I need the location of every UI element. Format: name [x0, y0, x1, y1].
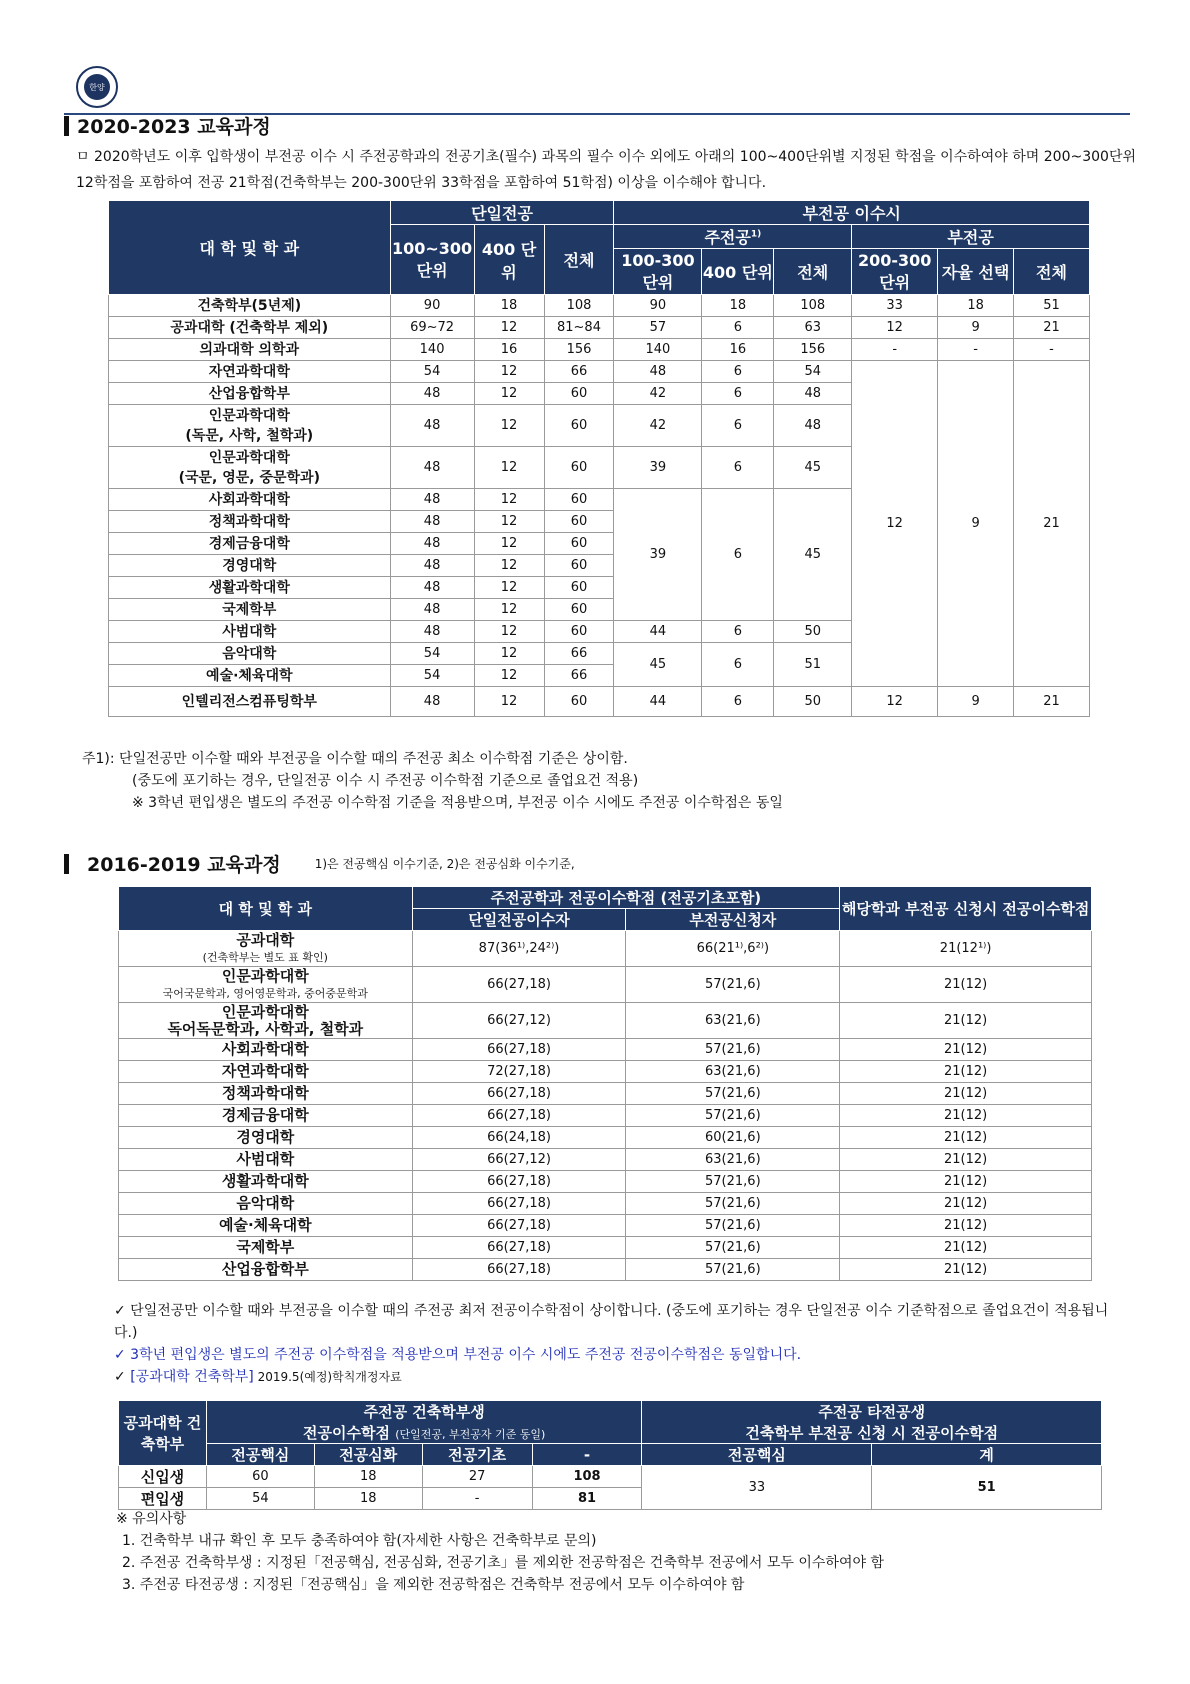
cell-major-total: 51	[774, 643, 852, 687]
header-core: 전공핵심	[206, 1444, 314, 1466]
cell-u100-300: 48	[390, 577, 474, 599]
cell-major-400: 18	[702, 295, 774, 317]
table-cell: 66(27,12)	[412, 1149, 626, 1171]
cell-other-total: 51	[872, 1466, 1102, 1510]
cell-u100-300: 54	[390, 361, 474, 383]
cell-u100-300: 140	[390, 339, 474, 361]
cell-major-100-300: 39	[614, 489, 702, 621]
row-name: 건축학부(5년제)	[109, 295, 391, 317]
table-2016-2019	[118, 886, 1092, 1281]
cell-u100-300: 48	[390, 405, 474, 447]
table-row	[119, 1149, 1092, 1171]
row-name-text: 경영대학	[236, 1128, 295, 1146]
cell-major-total: 48	[774, 383, 852, 405]
header-u100-300: 100~300 단위	[390, 225, 474, 295]
cell-major-400: 6	[702, 687, 774, 717]
cell-total: 156	[544, 339, 614, 361]
cell-minor-total: 51	[1014, 295, 1090, 317]
table-row	[119, 1237, 1092, 1259]
table-row	[109, 339, 1090, 361]
cell-minor-200-300: 12	[852, 687, 938, 717]
header-major-student: 주전공 건축학부생 전공이수학점 (단일전공, 부전공자 기준 동일)	[206, 1401, 642, 1444]
table-cell: 21(12)	[840, 1259, 1092, 1281]
note-line: ※ 유의사항	[116, 1511, 187, 1527]
cell-u400: 12	[474, 577, 544, 599]
row-name-text: 국제학부	[236, 1238, 295, 1256]
table-cell: 63(21,6)	[626, 1149, 840, 1171]
cell-total: 66	[544, 643, 614, 665]
cell-major-400: 6	[702, 361, 774, 383]
cell-other-core: 33	[642, 1466, 872, 1510]
row-name: 사범대학	[109, 621, 391, 643]
table-cell: 66(27,12)	[412, 1003, 626, 1039]
table-cell: 66(21¹⁾,6²⁾)	[626, 931, 840, 967]
table-cell: 66(27,18)	[412, 1171, 626, 1193]
row-name-text: 자연과학대학	[221, 1062, 309, 1080]
header-dash: -	[532, 1444, 642, 1466]
table-cell: 21(12)	[840, 1105, 1092, 1127]
table-cell: 57(21,6)	[626, 1039, 840, 1061]
cell-minor-free: 9	[938, 317, 1014, 339]
cell-u100-300: 90	[390, 295, 474, 317]
row-name: 사회과학대학	[109, 489, 391, 511]
row-name	[119, 1193, 413, 1215]
cell-adv: 18	[314, 1488, 422, 1510]
cell-u400: 12	[474, 687, 544, 717]
section2-title-text: 2016-2019 교육과정	[87, 854, 281, 876]
row-subtitle: (건축학부는 별도 표 확인)	[202, 950, 328, 964]
row-name-text: 생활과학대학	[221, 1172, 309, 1190]
table-cell: 57(21,6)	[626, 1215, 840, 1237]
row-name: 경제금융대학	[109, 533, 391, 555]
table-cell: 66(27,18)	[412, 1083, 626, 1105]
table-cell: 21(12)	[840, 967, 1092, 1003]
row-name-text: 사회과학대학	[221, 1040, 309, 1058]
cell-major-400: 16	[702, 339, 774, 361]
note-line: ✓ [공과대학 건축학부] 2019.5(예정)학칙개정자료	[114, 1369, 402, 1385]
section2-title	[64, 850, 575, 877]
cell-major-100-300: 44	[614, 687, 702, 717]
row-name-text: 예술·체육대학	[218, 1216, 312, 1234]
cell-major-400: 6	[702, 447, 774, 489]
row-name: 생활과학대학	[109, 577, 391, 599]
table-cell: 66(27,18)	[412, 1215, 626, 1237]
table-row	[119, 1083, 1092, 1105]
row-name	[119, 1003, 413, 1039]
cell-total: 60	[544, 687, 614, 717]
row-name-text: 경제금융대학	[221, 1106, 309, 1124]
cell-u400: 12	[474, 489, 544, 511]
cell-major-total: 50	[774, 687, 852, 717]
header-corner: 공과대학 건축학부	[119, 1401, 207, 1466]
row-name: 편입생	[119, 1488, 207, 1510]
cell-adv: 18	[314, 1466, 422, 1488]
header-basic: 전공기초	[422, 1444, 532, 1466]
table-cell: 21(12)	[840, 1193, 1092, 1215]
cell-major-total: 45	[774, 489, 852, 621]
cell-u100-300: 48	[390, 511, 474, 533]
cell-u400: 12	[474, 447, 544, 489]
table-row	[119, 1003, 1092, 1039]
cell-u400: 12	[474, 555, 544, 577]
cell-u400: 12	[474, 599, 544, 621]
table-cell: 87(36¹⁾,24²⁾)	[412, 931, 626, 967]
table-architecture	[118, 1400, 1102, 1510]
table-cell: 57(21,6)	[626, 1083, 840, 1105]
table-row	[109, 361, 1090, 383]
row-name	[119, 1039, 413, 1061]
table-row	[119, 1039, 1092, 1061]
header-m400: 400 단위	[702, 249, 774, 295]
cell-total: 81~84	[544, 317, 614, 339]
header-free: 자율 선택	[938, 249, 1014, 295]
row-name: 예술·체육대학	[109, 665, 391, 687]
row-name: 음악대학	[109, 643, 391, 665]
table-cell: 72(27,18)	[412, 1061, 626, 1083]
section1-notes	[82, 748, 783, 814]
cell-total: 60	[544, 405, 614, 447]
cell-u100-300: 48	[390, 555, 474, 577]
table-cell: 57(21,6)	[626, 1105, 840, 1127]
table-cell: 63(21,6)	[626, 1003, 840, 1039]
table-row	[119, 967, 1092, 1003]
table-cell: 21(12)	[840, 1039, 1092, 1061]
cell-total: 81	[532, 1488, 642, 1510]
note-line: (중도에 포기하는 경우, 단일전공 이수 시 주전공 이수학점 기준으로 졸업요건 적용)	[132, 773, 639, 789]
cell-major-100-300: 42	[614, 405, 702, 447]
section1-title-text: 2020-2023 교육과정	[77, 116, 271, 138]
header-u400: 400 단위	[474, 225, 544, 295]
cell-total: 60	[544, 555, 614, 577]
table-cell: 66(24,18)	[412, 1127, 626, 1149]
cell-major-total: 63	[774, 317, 852, 339]
header-other-total: 계	[872, 1444, 1102, 1466]
table-cell: 66(27,18)	[412, 1193, 626, 1215]
header-major: 주전공$^{1)}$	[614, 225, 852, 249]
row-name	[119, 931, 413, 967]
table-row	[119, 1171, 1092, 1193]
cell-major-total: 156	[774, 339, 852, 361]
table-row	[119, 931, 1092, 967]
table-cell: 60(21,6)	[626, 1127, 840, 1149]
note-line: ✓ 3학년 편입생은 별도의 주전공 이수학점을 적용받으며 부전공 이수 시에도 주전공 전공이수학점은 동일합니다.	[114, 1347, 802, 1363]
table-cell: 63(21,6)	[626, 1061, 840, 1083]
header-mtotal: 전체	[774, 249, 852, 295]
cell-u400: 18	[474, 295, 544, 317]
cell-core: 60	[206, 1466, 314, 1488]
cell-u100-300: 48	[390, 621, 474, 643]
table-cell: 57(21,6)	[626, 1259, 840, 1281]
table-cell: 66(27,18)	[412, 1039, 626, 1061]
row-name-text: 사범대학	[236, 1150, 295, 1168]
note-line: 주1): 단일전공만 이수할 때와 부전공을 이수할 때의 주전공 최소 이수학점 기준은 상이함.	[82, 751, 628, 767]
table-cell: 21(12)	[840, 1127, 1092, 1149]
row-name	[119, 1061, 413, 1083]
row-name: 자연과학대학	[109, 361, 391, 383]
cell-major-400: 6	[702, 405, 774, 447]
header-advanced: 전공심화	[314, 1444, 422, 1466]
table-cell: 21(12)	[840, 1083, 1092, 1105]
header-other-student: 주전공 타전공생 건축학부 부전공 신청 시 전공이수학점	[642, 1401, 1102, 1444]
cell-basic: -	[422, 1488, 532, 1510]
cell-u400: 16	[474, 339, 544, 361]
table-row	[109, 317, 1090, 339]
row-name	[119, 967, 413, 1003]
cell-total: 60	[544, 621, 614, 643]
header-n200-300: 200-300 단위	[852, 249, 938, 295]
cell-major-total: 45	[774, 447, 852, 489]
table-cell: 66(27,18)	[412, 967, 626, 1003]
section2-title-note: 1)은 전공핵심 이수기준, 2)은 전공심화 이수기준,	[314, 857, 575, 871]
cell-total: 108	[544, 295, 614, 317]
cell-total: 60	[544, 447, 614, 489]
table-row	[119, 1061, 1092, 1083]
table-cell: 21(12)	[840, 1215, 1092, 1237]
cell-major-400: 6	[702, 489, 774, 621]
row-name	[119, 1215, 413, 1237]
cell-minor-total: 21	[1014, 317, 1090, 339]
cell-u400: 12	[474, 383, 544, 405]
section1-title	[64, 112, 271, 139]
cell-total: 60	[544, 577, 614, 599]
table-row	[119, 1193, 1092, 1215]
table-cell: 21(12)	[840, 1149, 1092, 1171]
cell-minor-free: 18	[938, 295, 1014, 317]
table-row	[119, 1127, 1092, 1149]
table-row	[119, 1215, 1092, 1237]
header-dept-minor: 해당학과 부전공 신청시 전공이수학점	[840, 887, 1092, 931]
cell-u100-300: 48	[390, 533, 474, 555]
row-name	[119, 1127, 413, 1149]
table-cell: 66(27,18)	[412, 1237, 626, 1259]
cell-basic: 27	[422, 1466, 532, 1488]
cell-major-total: 108	[774, 295, 852, 317]
university-logo	[76, 66, 118, 108]
cell-total: 60	[544, 533, 614, 555]
cell-u100-300: 48	[390, 489, 474, 511]
cell-u400: 12	[474, 511, 544, 533]
cell-total: 66	[544, 665, 614, 687]
cell-major-total: 50	[774, 621, 852, 643]
cell-u100-300: 48	[390, 687, 474, 717]
cell-minor-free: -	[938, 339, 1014, 361]
table-cell: 21(12)	[840, 1061, 1092, 1083]
header-dept: 대 학 및 학 과	[119, 887, 413, 931]
table-cell: 57(21,6)	[626, 1193, 840, 1215]
cell-minor-200-300: 12	[852, 361, 938, 687]
title-bar-icon	[64, 116, 69, 136]
cell-major-100-300: 57	[614, 317, 702, 339]
cell-u100-300: 54	[390, 665, 474, 687]
row-name	[119, 1149, 413, 1171]
cell-minor-free: 9	[938, 687, 1014, 717]
note-line: 1. 건축학부 내규 확인 후 모두 충족하여야 함(자세한 사항은 건축학부로 문의)	[122, 1533, 597, 1549]
row-name: 정책과학대학	[109, 511, 391, 533]
table-row	[119, 1259, 1092, 1281]
row-name: 국제학부	[109, 599, 391, 621]
row-name: 공과대학 (건축학부 제외)	[109, 317, 391, 339]
title-bar-icon	[64, 854, 69, 874]
cell-major-100-300: 39	[614, 447, 702, 489]
section2-notes	[114, 1300, 1114, 1388]
cell-u400: 12	[474, 317, 544, 339]
header-m100-300: 100-300 단위	[614, 249, 702, 295]
section1-paragraph: ㅁ 2020학년도 이후 입학생이 부전공 이수 시 주전공학과의 전공기초(필수) 과목의 필수 이수 외에도 아래의 100~400단위별 지정된 학점을 이수하여야 하며 200~300단위 12학점을 포함하여 전공 21학점(건축학부는 200-300단위 33학점을 포함하여 51학점) 이상을 이수해야 합니다.	[76, 149, 1136, 191]
row-name-text: 공과대학	[236, 930, 295, 949]
row-name: 의과대학 의학과	[109, 339, 391, 361]
cell-u400: 12	[474, 665, 544, 687]
row-name: 산업융합학부	[109, 383, 391, 405]
cell-minor-200-300: -	[852, 339, 938, 361]
cell-total: 60	[544, 599, 614, 621]
cell-total: 108	[532, 1466, 642, 1488]
row-name: 인텔리전스컴퓨팅학부	[109, 687, 391, 717]
cell-u400: 12	[474, 643, 544, 665]
header-minor-case: 부전공 이수시	[614, 201, 1090, 225]
cell-minor-200-300: 12	[852, 317, 938, 339]
header-single: 단일전공	[390, 201, 614, 225]
logo-text: 한양	[84, 74, 110, 100]
note-line: ✓ 단일전공만 이수할 때와 부전공을 이수할 때의 주전공 최저 전공이수학점이 상이합니다. (중도에 포기하는 경우 단일전공 이수 기준학점으로 졸업요건이 적용됩니다.)	[114, 1303, 1109, 1341]
table-cell: 66(27,18)	[412, 1259, 626, 1281]
cell-minor-total: 21	[1014, 361, 1090, 687]
row-name-text: 인문과학대학	[221, 1002, 309, 1021]
cell-major-100-300: 45	[614, 643, 702, 687]
table-2020-2023	[108, 200, 1090, 717]
cell-major-400: 6	[702, 317, 774, 339]
cell-u400: 12	[474, 621, 544, 643]
row-name	[119, 1259, 413, 1281]
table-row	[109, 687, 1090, 717]
arch-notes	[116, 1508, 884, 1596]
table-cell: 21(12¹⁾)	[840, 931, 1092, 967]
cell-total: 60	[544, 489, 614, 511]
table-cell: 66(27,18)	[412, 1105, 626, 1127]
table-cell: 57(21,6)	[626, 967, 840, 1003]
table-cell: 57(21,6)	[626, 1171, 840, 1193]
cell-u100-300: 48	[390, 383, 474, 405]
cell-major-100-300: 42	[614, 383, 702, 405]
cell-u100-300: 48	[390, 447, 474, 489]
header-ntotal: 전체	[1014, 249, 1090, 295]
header-minor-applicant: 부전공신청자	[626, 909, 840, 931]
cell-major-400: 6	[702, 621, 774, 643]
cell-major-total: 48	[774, 405, 852, 447]
cell-major-100-300: 44	[614, 621, 702, 643]
cell-u100-300: 48	[390, 599, 474, 621]
cell-minor-total: -	[1014, 339, 1090, 361]
row-name: 경영대학	[109, 555, 391, 577]
header-minor: 부전공	[852, 225, 1090, 249]
cell-major-total: 54	[774, 361, 852, 383]
cell-total: 66	[544, 361, 614, 383]
cell-major-400: 6	[702, 643, 774, 687]
row-name: 인문과학대학 (독문, 사학, 철학과)	[109, 405, 391, 447]
header-dept: 대 학 및 학 과	[109, 201, 391, 295]
cell-u400: 12	[474, 533, 544, 555]
row-subtitle: 독어독문학과, 사학과, 철학과	[167, 1019, 364, 1038]
row-name	[119, 1237, 413, 1259]
row-name-text: 인문과학대학	[221, 966, 309, 985]
table-cell: 21(12)	[840, 1237, 1092, 1259]
table-row	[109, 295, 1090, 317]
row-name-text: 정책과학대학	[221, 1084, 309, 1102]
header-total: 전체	[544, 225, 614, 295]
row-name-text: 산업융합학부	[221, 1260, 309, 1278]
cell-u100-300: 69~72	[390, 317, 474, 339]
row-name	[119, 1083, 413, 1105]
cell-minor-free: 9	[938, 361, 1014, 687]
cell-major-100-300: 140	[614, 339, 702, 361]
cell-u100-300: 54	[390, 643, 474, 665]
note-line: 3. 주전공 타전공생 : 지정된「전공핵심」을 제외한 전공학점은 건축학부 전공에서 모두 이수하여야 함	[122, 1577, 745, 1593]
table-cell: 57(21,6)	[626, 1237, 840, 1259]
cell-minor-200-300: 33	[852, 295, 938, 317]
header-single: 단일전공이수자	[412, 909, 626, 931]
table-cell: 21(12)	[840, 1171, 1092, 1193]
row-name	[119, 1105, 413, 1127]
header-other-core: 전공핵심	[642, 1444, 872, 1466]
cell-minor-total: 21	[1014, 687, 1090, 717]
cell-u400: 12	[474, 405, 544, 447]
cell-total: 60	[544, 511, 614, 533]
note-line: ※ 3학년 편입생은 별도의 주전공 이수학점 기준을 적용받으며, 부전공 이수 시에도 주전공 이수학점은 동일	[132, 795, 783, 811]
row-name	[119, 1171, 413, 1193]
cell-total: 60	[544, 383, 614, 405]
row-name-text: 음악대학	[236, 1194, 295, 1212]
cell-major-400: 6	[702, 383, 774, 405]
row-subtitle: 국어국문학과, 영어영문학과, 중어중문학과	[162, 986, 368, 1000]
header-credits: 주전공학과 전공이수학점 (전공기초포함)	[412, 887, 840, 909]
table-row	[119, 1105, 1092, 1127]
row-name: 신입생	[119, 1466, 207, 1488]
table-cell: 21(12)	[840, 1003, 1092, 1039]
cell-major-100-300: 90	[614, 295, 702, 317]
row-name: 인문과학대학 (국문, 영문, 중문학과)	[109, 447, 391, 489]
cell-u400: 12	[474, 361, 544, 383]
cell-major-100-300: 48	[614, 361, 702, 383]
cell-core: 54	[206, 1488, 314, 1510]
note-line: 2. 주전공 건축학부생 : 지정된「전공핵심, 전공심화, 전공기초」를 제외한 전공학점은 건축학부 전공에서 모두 이수하여야 함	[122, 1555, 884, 1571]
